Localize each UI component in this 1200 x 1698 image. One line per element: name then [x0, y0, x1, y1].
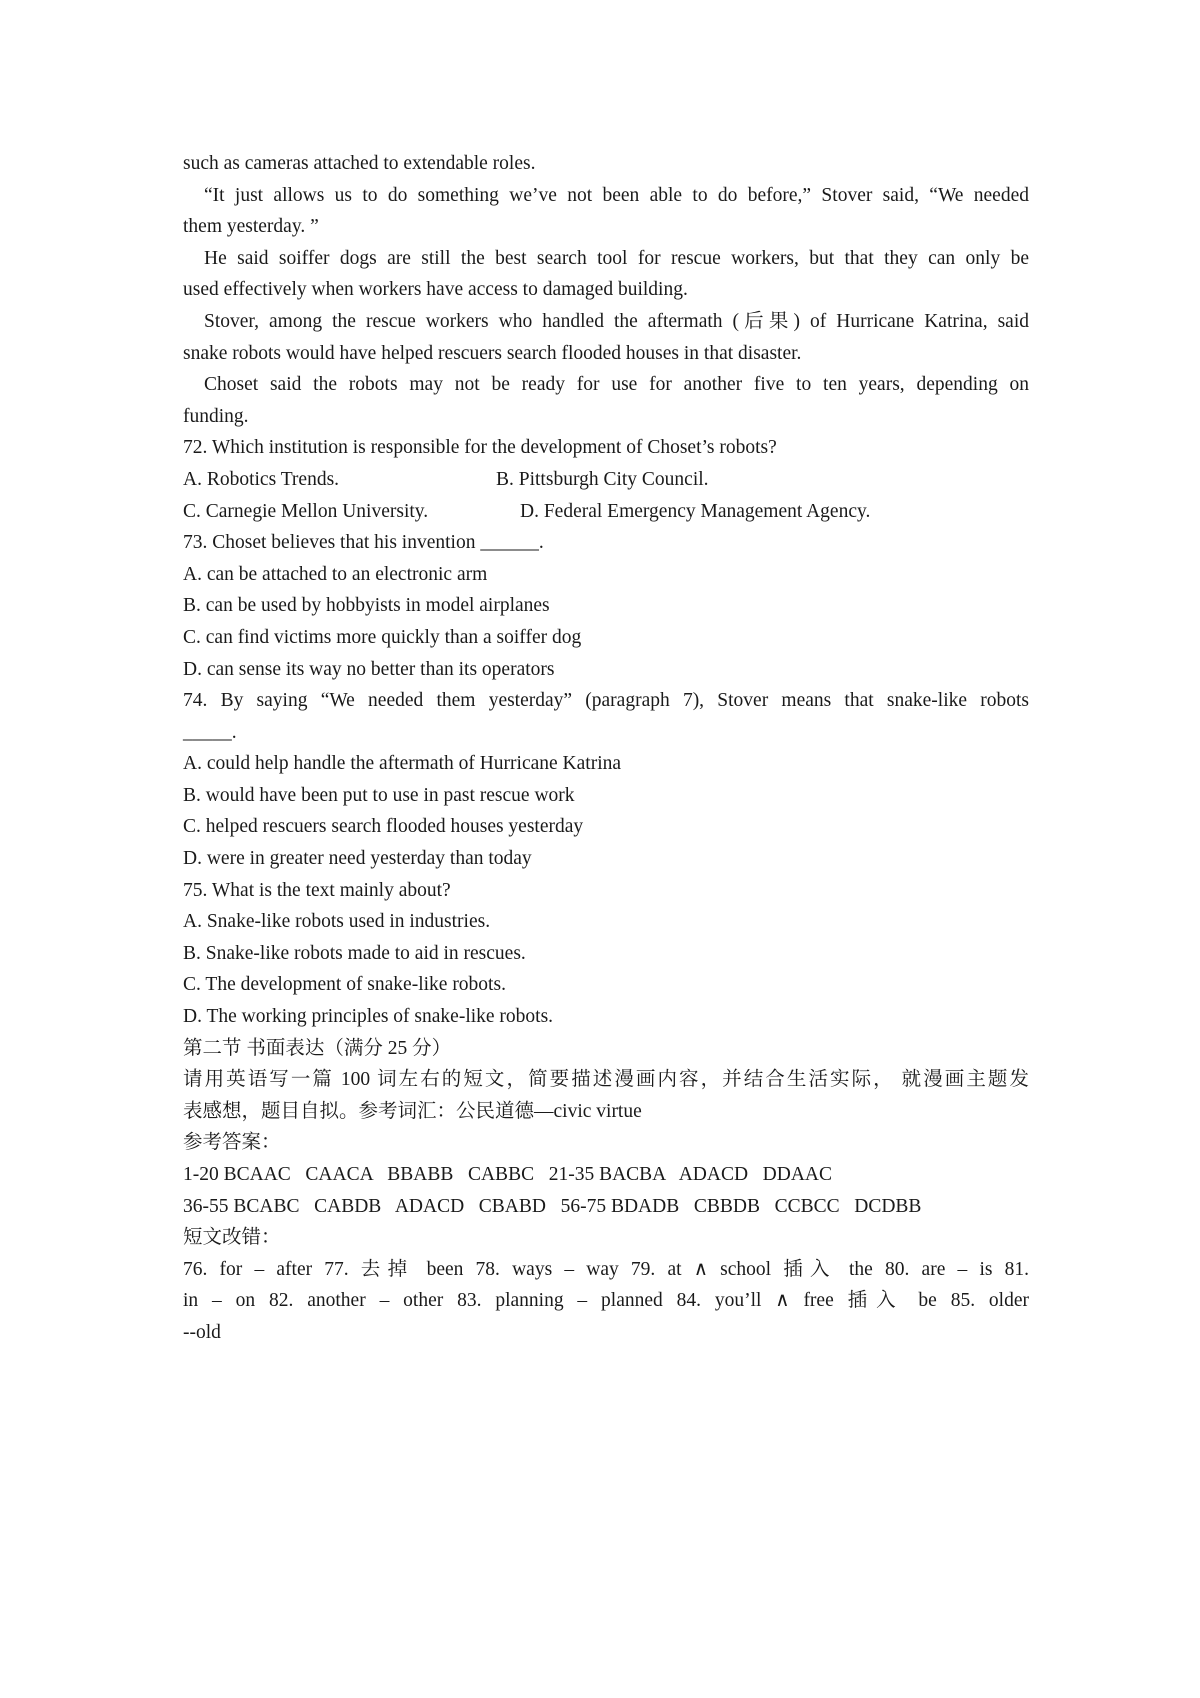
question-73-option-a: A. can be attached to an electronic arm: [183, 563, 488, 585]
answer-key-line: 1-20 BCAAC CAACA BBABB CABBC 21-35 BACBA ADACD DDAAC: [183, 1164, 833, 1185]
question-73-option-c: C. can find victims more quickly than a soiffer dog: [183, 626, 582, 648]
answer-key-heading: 参考答案：: [183, 1132, 281, 1154]
question-74-option-d: D. were in greater need yesterday than today: [183, 848, 532, 870]
error-correction-line: 76. for – after 77. 去掉 been 78. ways – way 79. at ∧ school 插入 the 80. are – is 81.: [183, 1258, 1029, 1280]
answer-key-line: 36-55 BCABC CABDB ADACD CBABD 56-75 BDADB CBBDB CCBCC DCDBB: [183, 1195, 922, 1217]
passage-line: Choset said the robots may not be ready for use for another five to ten years, depending on: [204, 374, 1029, 396]
question-72-option-c: C. Carnegie Mellon University.: [183, 500, 429, 522]
question-72-options-row-2: [183, 496, 1029, 528]
question-75-option-b: B. Snake-like robots made to aid in rescues.: [183, 942, 526, 964]
writing-section-heading: 第二节 书面表达（满分 25 分）: [183, 1037, 452, 1059]
question-72-option-b: B. Pittsburgh City Council.: [496, 468, 709, 490]
question-74-option-a: A. could help handle the aftermath of Hurricane Katrina: [183, 753, 622, 775]
question-75-option-d: D. The working principles of snake-like robots.: [183, 1006, 554, 1028]
question-74-option-b: B. would have been put to use in past rescue work: [183, 784, 575, 806]
passage-line: used effectively when workers have access to damaged building.: [183, 279, 688, 301]
question-73-option-b: B. can be used by hobbyists in model airplanes: [183, 595, 550, 617]
question-73-stem: 73. Choset believes that his invention ______.: [183, 532, 544, 554]
passage-line: them yesterday. ”: [183, 216, 319, 238]
writing-prompt-line: 请用英语写一篇 100 词左右的短文，简要描述漫画内容，并结合生活实际， 就漫画主题发: [183, 1069, 1029, 1091]
passage-line: funding.: [183, 405, 249, 427]
error-correction-line: --old: [183, 1321, 221, 1343]
question-73-option-d: D. can sense its way no better than its operators: [183, 658, 555, 680]
passage-line: snake robots would have helped rescuers search flooded houses in that disaster.: [183, 342, 802, 364]
question-72-stem: 72. Which institution is responsible for the development of Choset’s robots?: [183, 437, 777, 459]
question-75-option-c: C. The development of snake-like robots.: [183, 974, 506, 996]
writing-prompt-line: 表感想，题目自拟。参考词汇：公民道德—civic virtue: [183, 1100, 642, 1122]
page-content: [183, 148, 1029, 1349]
question-72-option-a: A. Robotics Trends.: [183, 468, 340, 490]
question-74-option-c: C. helped rescuers search flooded houses yesterday: [183, 816, 584, 838]
error-correction-heading: 短文改错：: [183, 1227, 281, 1249]
error-correction-line: in – on 82. another – other 83. planning – planned 84. you’ll ∧ free 插入 be 85. older: [183, 1290, 1029, 1312]
passage-line: such as cameras attached to extendable roles.: [183, 153, 536, 174]
question-74-stem: 74. By saying “We needed them yesterday” (paragraph 7), Stover means that snake-like robots: [183, 690, 1029, 712]
question-74-stem-blank: _____.: [183, 721, 237, 743]
passage-line: He said soiffer dogs are still the best search tool for rescue workers, but that they can only be: [204, 247, 1029, 269]
question-72-options-row-1: [183, 464, 1029, 496]
passage-line: “It just allows us to do something we’ve not been able to do before,” Stover said, “We needed: [204, 184, 1029, 206]
question-75-option-a: A. Snake-like robots used in industries.: [183, 911, 491, 933]
passage-line: Stover, among the rescue workers who handled the aftermath (后果) of Hurricane Katrina, said: [204, 310, 1029, 332]
question-75-stem: 75. What is the text mainly about?: [183, 879, 451, 901]
question-72-option-d: D. Federal Emergency Management Agency.: [520, 500, 871, 522]
